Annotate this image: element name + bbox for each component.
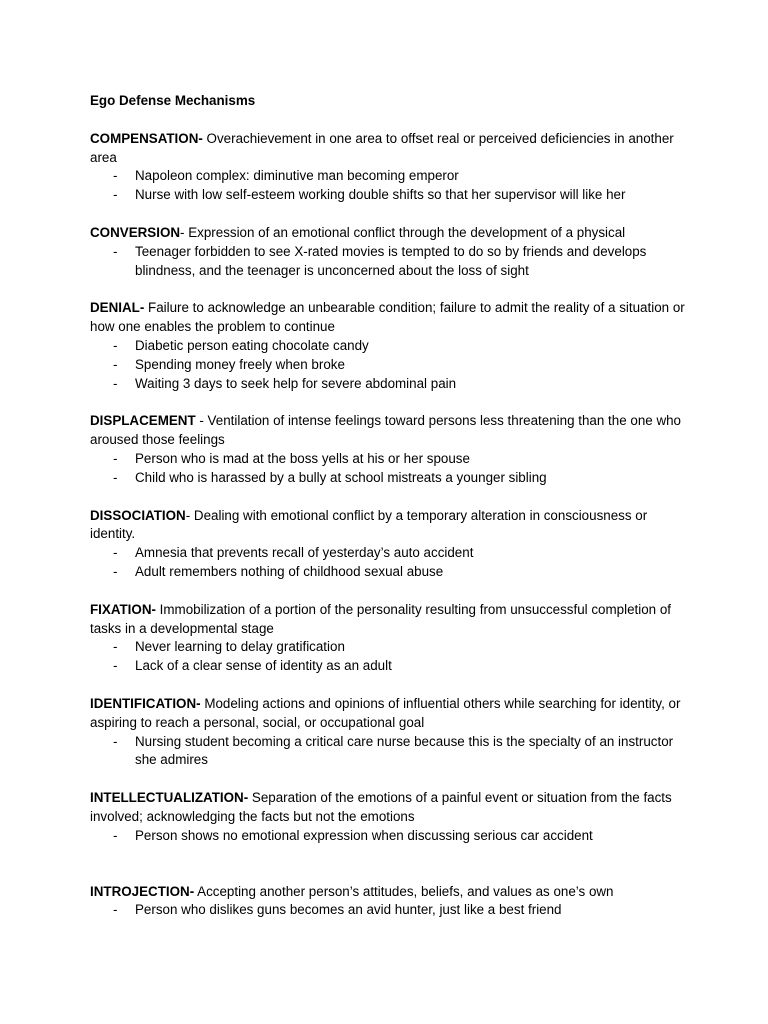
mechanism-definition xyxy=(90,507,690,545)
example-text: Napoleon complex: diminutive man becoming emperor xyxy=(135,168,459,184)
definition-text: Separation of the emotions of a painful event or situation from the facts involved; acknowledging the facts but not the emotions xyxy=(90,790,672,824)
mechanism-term: DISPLACEMENT xyxy=(90,413,196,429)
example-item xyxy=(90,243,690,281)
dash-bullet-icon: - xyxy=(113,827,118,843)
dash-bullet-icon: - xyxy=(113,469,118,485)
example-item xyxy=(90,450,690,469)
example-list xyxy=(90,243,690,281)
example-item xyxy=(90,375,690,394)
dash-bullet-icon: - xyxy=(113,187,118,203)
definition-text: Accepting another person’s attitudes, beliefs, and values as one’s own xyxy=(194,883,614,899)
mechanism-term: DENIAL- xyxy=(90,300,145,316)
example-item xyxy=(90,544,690,563)
example-item xyxy=(90,186,690,205)
mechanism-section xyxy=(90,601,690,676)
example-list xyxy=(90,827,690,846)
example-text: Spending money freely when broke xyxy=(135,356,345,372)
mechanism-section xyxy=(90,507,690,582)
mechanism-section xyxy=(90,224,690,280)
example-text: Child who is harassed by a bully at school mistreats a younger sibling xyxy=(135,469,547,485)
example-item xyxy=(90,827,690,846)
example-text: Nursing student becoming a critical care nurse because this is the specialty of an instructor she admires xyxy=(135,733,674,768)
mechanism-list xyxy=(90,130,690,920)
example-item xyxy=(90,469,690,488)
example-item xyxy=(90,563,690,582)
definition-text: - Expression of an emotional conflict through the development of a physical xyxy=(180,224,626,240)
example-list xyxy=(90,901,690,920)
document-body xyxy=(90,92,690,939)
mechanism-definition xyxy=(90,299,690,337)
mechanism-definition xyxy=(90,130,690,168)
mechanism-definition xyxy=(90,412,690,450)
mechanism-term: FIXATION- xyxy=(90,601,156,617)
example-item xyxy=(90,657,690,676)
mechanism-definition xyxy=(90,883,690,902)
mechanism-section xyxy=(90,130,690,205)
mechanism-definition xyxy=(90,789,690,827)
example-text: Teenager forbidden to see X-rated movies is tempted to do so by friends and develops blindness, and the teenager is unconcerned about the loss of sight xyxy=(135,243,647,278)
example-list xyxy=(90,544,690,582)
document-title: Ego Defense Mechanisms xyxy=(90,93,256,108)
example-list xyxy=(90,167,690,205)
mechanism-term: IDENTIFICATION- xyxy=(90,695,201,711)
example-text: Nurse with low self-esteem working double shifts so that her supervisor will like her xyxy=(135,187,626,203)
example-item xyxy=(90,733,690,771)
definition-text: Overachievement in one area to offset real or perceived deficiencies in another area xyxy=(90,130,674,165)
dash-bullet-icon: - xyxy=(113,375,118,391)
mechanism-term: COMPENSATION- xyxy=(90,130,203,146)
example-text: Never learning to delay gratification xyxy=(135,639,345,655)
definition-text: - Ventilation of intense feelings toward persons less threatening than the one who aroused those feelings xyxy=(90,413,682,448)
dash-bullet-icon: - xyxy=(113,639,118,655)
dash-bullet-icon: - xyxy=(113,733,118,749)
example-text: Diabetic person eating chocolate candy xyxy=(135,337,369,353)
dash-bullet-icon: - xyxy=(113,450,118,466)
example-item xyxy=(90,167,690,186)
example-item xyxy=(90,337,690,356)
mechanism-section xyxy=(90,299,690,393)
dash-bullet-icon: - xyxy=(113,902,118,918)
example-list xyxy=(90,733,690,771)
dash-bullet-icon: - xyxy=(113,243,118,259)
mechanism-term: INTROJECTION- xyxy=(90,883,195,899)
example-list xyxy=(90,450,690,488)
dash-bullet-icon: - xyxy=(113,337,118,353)
mechanism-definition xyxy=(90,224,690,243)
mechanism-term: DISSOCIATION xyxy=(90,507,186,523)
definition-text: Failure to acknowledge an unbearable condition; failure to admit the reality of a situation or how one enables the problem to continue xyxy=(90,300,685,335)
example-item xyxy=(90,638,690,657)
dash-bullet-icon: - xyxy=(113,563,118,579)
mechanism-definition xyxy=(90,695,690,733)
mechanism-term: CONVERSION xyxy=(90,224,181,240)
example-text: Adult remembers nothing of childhood sexual abuse xyxy=(135,563,444,579)
dash-bullet-icon: - xyxy=(113,658,118,674)
example-text: Person who dislikes guns becomes an avid hunter, just like a best friend xyxy=(135,902,562,918)
example-list xyxy=(90,337,690,393)
dash-bullet-icon: - xyxy=(113,545,118,561)
example-item xyxy=(90,356,690,375)
example-text: Amnesia that prevents recall of yesterday’s auto accident xyxy=(135,545,474,561)
mechanism-section xyxy=(90,412,690,487)
definition-text: Immobilization of a portion of the personality resulting from unsuccessful completion of tasks in a developmental stage xyxy=(90,601,672,636)
example-text: Waiting 3 days to seek help for severe abdominal pain xyxy=(135,375,457,391)
example-item xyxy=(90,901,690,920)
dash-bullet-icon: - xyxy=(113,356,118,372)
mechanism-term: INTELLECTUALIZATION- xyxy=(90,790,249,806)
example-list xyxy=(90,638,690,676)
mechanism-section xyxy=(90,695,690,770)
definition-text: - Dealing with emotional conflict by a temporary alteration in consciousness or identity. xyxy=(90,507,648,542)
example-text: Lack of a clear sense of identity as an adult xyxy=(135,658,392,674)
dash-bullet-icon: - xyxy=(113,168,118,184)
mechanism-section xyxy=(90,789,690,845)
definition-text: Modeling actions and opinions of influential others while searching for identity, or aspiring to reach a personal, social, or occupational goal xyxy=(90,695,681,730)
example-text: Person who is mad at the boss yells at his or her spouse xyxy=(135,450,470,466)
mechanism-definition xyxy=(90,601,690,639)
mechanism-section xyxy=(90,883,690,921)
example-text: Person shows no emotional expression when discussing serious car accident xyxy=(135,827,593,843)
